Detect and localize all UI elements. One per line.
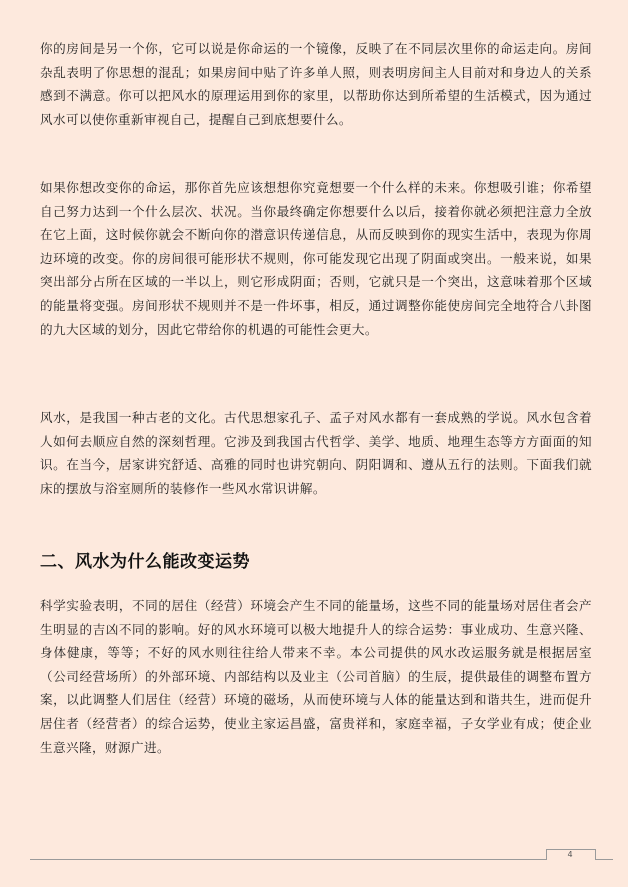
paragraph-4: 科学实验表明，不同的居住（经营）环境会产生不同的能量场，这些不同的能量场对居住者会产生明显的吉凶不同的影响。好的风水环境可以极大地提升人的综合运势：事业成功、生意兴隆、身体健康，等等；不好的风水则往往给人带来不幸。本公司提供的风水改运服务就是根据居室（公司经营场所）的外部环境、内部结构以及业主（公司首脑）的生辰，提供最佳的调整布置方案，以此调整人们居住（经营）环境的磁场，从而使环境与人体的能量达到和谐共生，进而促升居住者（经营者）的综合运势，使业主家运昌盛，富贵祥和，家庭幸福，子女学业有成；使企业生意兴隆，财源广进。 — [40, 598, 592, 755]
footer-rule-right — [595, 859, 613, 860]
paragraph-3: 风水，是我国一种古老的文化。古代思想家孔子、孟子对风水都有一套成熟的学说。风水包含着人如何去顺应自然的深刻哲理。它涉及到我国古代哲学、美学、地质、地理生态等方方面面的知识。在当今，居家讲究舒适、高雅的同时也讲究朝向、阴阳调和、遵从五行的法则。下面我们就床的摆放与浴室厕所的装修作一些风水常识讲解。 — [40, 410, 592, 496]
paragraph-2: 如果你想改变你的命运，那你首先应该想想你究竟想要一个什么样的未来。你想吸引谁；你希望自己努力达到一个什么层次、状况。当你最终确定你想要什么以后，接着你就必须把注意力全放在它上面，这时候你就会不断向你的潜意识传递信息，从而反映到你的现实生活中，表现为你周边环境的改变。你的房间很可能形状不规则，你可能发现它出现了阴面或突出。一般来说，如果突出部分占所在区域的一半以上，则它形成阴面；否则，它就只是一个突出，这意味着那个区域的能量将变强。房间形状不规则并不是一件坏事，相反，通过调整你能使房间完全地符合八卦图的九大区域的划分，因此它带给你的机遇的可能性会更大。 — [40, 180, 592, 337]
paragraph-1: 你的房间是另一个你，它可以说是你命运的一个镜像，反映了在不同层次里你的命运走向。房间杂乱表明了你思想的混乱；如果房间中贴了许多单人照，则表明房间主人目前对和身边人的关系感到不满意。你可以把风水的原理运用到你的家里，以帮助你达到所希望的生活模式，因为通过风水可以使你重新审视自己，提醒自己到底想要什么。 — [40, 41, 592, 127]
page-number: 4 — [567, 850, 573, 859]
footer-rule-left — [30, 859, 546, 860]
section-heading: 二、风水为什么能改变运势 — [40, 552, 250, 572]
